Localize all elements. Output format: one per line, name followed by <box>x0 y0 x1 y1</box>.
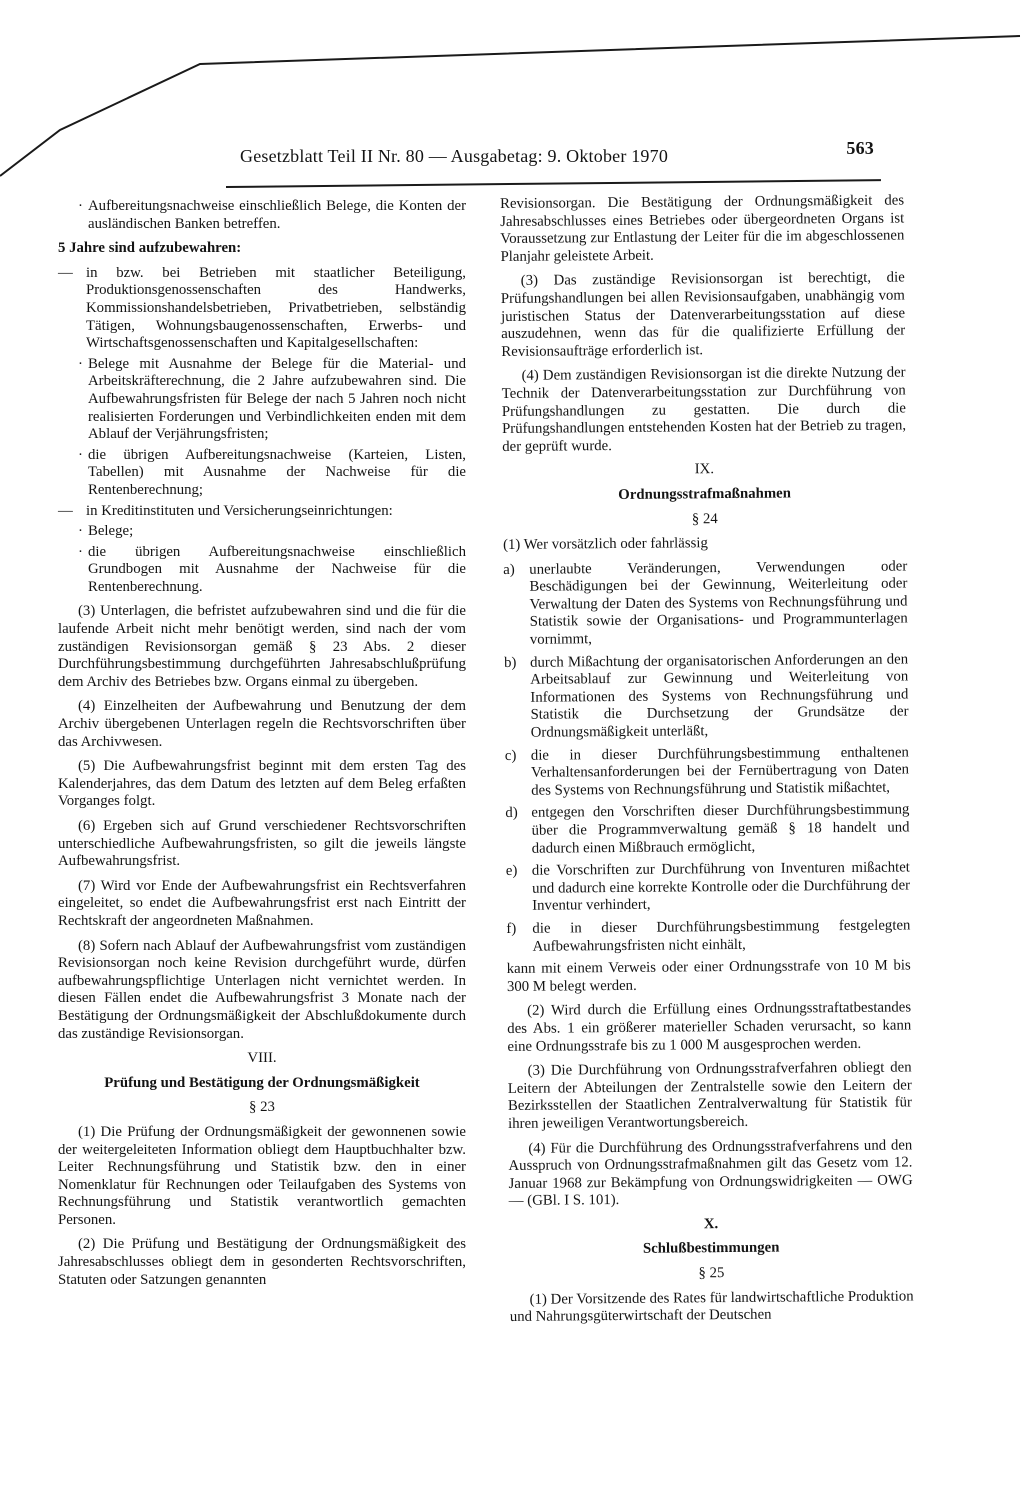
list-item <box>505 802 909 858</box>
bullet-item: · Belege; <box>78 523 134 540</box>
page-header <box>240 138 880 174</box>
list-item <box>506 917 910 956</box>
section-numeral: X. <box>703 1216 719 1233</box>
section-title: Prüfung und Bestätigung der Ordnungsmäßigkeit <box>104 1074 420 1091</box>
left-column <box>58 198 466 1296</box>
paragraph: (1) Die Prüfung der Ordnungsmäßigkeit der gewonnenen sowie der weitergeleiteten Information obliegt dem Hauptbuchhalter bzw. Leiter Rechnungsführung und Statistik bzw. den in einer Nomenklatur für Rechnungen oder Teilaufgaben des Systems von Rechnungsführung und Statistik verantwortlich gemachten Personen. <box>58 1123 466 1228</box>
dash-mark: — <box>58 502 73 519</box>
paragraph: (8) Sofern nach Ablauf der Aufbewahrungsfrist vom zuständigen Revisionsorgan noch keine Revision durchgeführt wurde, dürfen aufbewahrungspflichtige Unterlagen nicht vernichtet werden. In diesen Fällen endet die Aufbewahrungsfrist 3 Monate nach der Bestätigung der Ordnungsmäßigkeit der Abschlußdokumente durch das zuständige Revisionsorgan. <box>58 937 466 1042</box>
list-item <box>503 558 908 649</box>
list-item-text: die in dieser Durchführungsbestimmung enthaltenen Verhaltensanforderungen bei der Fernübertragung von Daten des Systems von Rechnungsführung und Statistik mißachtet, <box>530 744 910 799</box>
paragraph: (7) Wird vor Ende der Aufbewahrungsfrist ein Rechtsverfahren eingeleitet, so endet die Aufbewahrungsfrist erst nach Eintritt der Rechtskraft der angeordneten Maßnahmen. <box>58 877 466 929</box>
bullet-dot: · <box>78 543 83 560</box>
bullet-item: · die übrigen Aufbereitungsnachweise einschließlich Grundbogen mit Ausnahme der Nachweise für die Rentenberechnung. <box>78 543 466 595</box>
section-numeral: VIII. <box>247 1050 277 1067</box>
paragraph: (5) Die Aufbewahrungsfrist beginnt mit dem ersten Tag des Kalenderjahres, das dem Datum des letzten auf dem Beleg erfaßten Vorganges folgt. <box>58 758 466 810</box>
paragraph: Revisionsorgan. Die Bestätigung der Ordnungsmäßigkeit des Jahresabschlusses eines Betriebes oder übergeordneten Organs ist Voraussetzung zur Entlastung der Leiter für die im abgeschlossenen Planjahr geleistete Arbeit. <box>500 192 905 265</box>
list-item-label: d) <box>505 805 518 822</box>
dash-item: — in bzw. bei Betrieben mit staatlicher Beteiligung, Produktionsgenossenschaften des Handwerks, Kommissionshandelsbetrieben, Privatbetrieben, selbständig Tätigen, Wohnungsbaugenossenschaften, Erwerbs- und Wirtschaftsgenossenschaften und Kapitalgesellschaften: <box>58 264 466 352</box>
dash-item: — in Kreditinstituten und Versicherungseinrichtungen: <box>58 502 393 519</box>
section-title: Schlußbestimmungen <box>642 1240 780 1258</box>
bullet-dot: · <box>78 523 83 540</box>
list-item-label: e) <box>505 863 518 880</box>
bullet-dot: · <box>78 198 83 214</box>
list-item-label: c) <box>504 747 517 764</box>
list-item-text: die Vorschriften zur Durchführung von Inventuren mißachtet und dadurch eine korrekte Kontrolle oder die Durchführung der Inventur verhindert, <box>531 859 911 915</box>
list-item-label: f) <box>506 920 517 937</box>
dash-mark: — <box>58 264 73 281</box>
bullet-item: · Belege mit Ausnahme der Belege für die Material- und Arbeitskräfterechnung, die 2 Jahre aufzubewahren sind. Die Aufbewahrungsfristen für Belege der nach 5 Jahren noch nicht realisierten Forderungen und Verbindlichkeiten enden mit dem Ablauf der Verjährungsfristen; <box>78 355 466 443</box>
paragraph: (3) Die Durchführung von Ordnungsstrafverfahren obliegt den Leitern der Abteilungen der Zentralstelle sowie den Leitern der Bezirksstellen der Staatlichen Zentralverwaltung für Statistik für ihren jeweiligen Verantwortungsbereich. <box>507 1059 912 1132</box>
list-item-text: unerlaubte Veränderungen, Verwendungen oder Beschädigungen bei der Gewinnung, Weiterleitung oder Verwaltung der Daten des Systems von Rechnungsführung und Statistik sowie der Organisations- und Programmunterlagen vornimmt, <box>529 558 908 648</box>
paragraph: (1) Der Vorsitzende des Rates für landwirtschaftliche Produktion und Nahrungsgüterwirtschaft der Deutschen <box>509 1288 914 1326</box>
section-title: Ordnungsstrafmaßnahmen <box>618 485 792 503</box>
paragraph: (2) Wird durch die Erfüllung eines Ordnungsstraftatbestandes des Abs. 1 ein größerer materieller Schaden verursacht, so kann eine Ordnungsstrafe bis zu 1 000 M ausgesprochen werden. <box>507 999 912 1055</box>
paragraph: (3) Das zuständige Revisionsorgan ist berechtigt, die Prüfungshandlungen bei allen Revisionsaufgaben, unabhängig vom juristischen Status der Datenverarbeitungsstation auf diese auszudehnen, wenn das für die qualifizierte Erfüllung der Revisionsaufträge erforderlich ist. <box>500 269 906 360</box>
list-item <box>505 744 909 800</box>
section-paragraph-sign: § 23 <box>249 1099 275 1116</box>
section-paragraph-sign: § 25 <box>698 1265 725 1282</box>
page-number: 563 <box>846 138 874 158</box>
bullet-item: · die übrigen Aufbereitungsnachweise (Karteien, Listen, Tabellen) mit Ausnahme der Nachweise für die Rentenberechnung; <box>78 446 466 498</box>
bullet-dot: · <box>78 446 83 463</box>
bullet-dot: · <box>78 355 83 372</box>
list-item-text: die in dieser Durchführungsbestimmung festgelegten Aufbewahrungsfristen nicht einhält, <box>532 917 911 955</box>
paragraph: (4) Einzelheiten der Aufbewahrung und Benutzung der dem Archiv übergebenen Unterlagen regeln die Rechtsvorschriften über das Archivwesen. <box>58 698 466 750</box>
list-item <box>504 651 909 742</box>
list-item-text: entgegen den Vorschriften dieser Durchführungsbestimmung über die Programmverwaltung gemäß § 18 handelt und dadurch einen Mißbrauch ermöglicht, <box>531 801 910 857</box>
paragraph: (2) Die Prüfung und Bestätigung der Ordnungsmäßigkeit des Jahresabschlusses obliegt dem in gesonderten Rechtsvorschriften, Statuten oder Satzungen genannten <box>58 1236 466 1288</box>
paragraph: kann mit einem Verweis oder einer Ordnungsstrafe von 10 M bis 300 M belegt werden. <box>506 957 911 995</box>
section-paragraph-sign: § 24 <box>691 510 718 527</box>
bullet-item: · Aufbereitungsnachweise einschließlich Belege, die Konten der ausländischen Banken betreffen. <box>78 198 466 232</box>
paragraph: (1) Wer vorsätzlich oder fahrlässig <box>502 535 708 554</box>
list-item-label: a) <box>503 561 515 578</box>
list-item-label: b) <box>504 654 517 671</box>
section-numeral: IX. <box>694 461 715 478</box>
list-item <box>506 860 910 916</box>
paragraph: (3) Unterlagen, die befristet aufzubewahren sind und die für die laufende Arbeit nicht mehr benötigt werden, sind nach der vom zuständigen Revisionsorgan gemäß § 23 Abs. 2 dieser Durchführungsbestimmung durchgeführten Jahresabschlußprüfung dem Archiv des Betriebes bzw. Organs einmal zu übergeben. <box>58 603 466 690</box>
paragraph: (4) Für die Durchführung des Ordnungsstrafverfahrens und den Ausspruch von Ordnungsstrafmaßnahmen gilt das Gesetz vom 12. Januar 1968 zur Bekämpfung von Ordnungswidrigkeiten — OWG — (GBl. I S. 101). <box>508 1136 913 1210</box>
right-column <box>500 192 914 1333</box>
paragraph: (4) Dem zuständigen Revisionsorgan ist die direkte Nutzung der Technik der Datenverarbeitungsstation zur Durchführung von Prüfungshandlungen zu gestatten. Die durch die Prüfungshandlungen entstehenden Kosten hat der Betrieb zu tragen, der geprüft wurde. <box>501 364 907 455</box>
list-item-text: durch Mißachtung der organisatorischen Anforderungen an den Arbeitsablauf zur Gewinnung und Weiterleitung von Informationen des Systems von Rechnungsführung und Statistik die Durchsetzung der Grundsätze der Ordnungsmäßigkeit unterläßt, <box>530 651 909 741</box>
paragraph: (6) Ergeben sich auf Grund verschiedener Rechtsvorschriften unterschiedliche Aufbewahrungsfristen, so gilt die jeweils längste Aufbewahrungsfrist. <box>58 818 466 870</box>
header-title: Gesetzblatt Teil II Nr. 80 — Ausgabetag: 9. Oktober 1970 <box>240 146 669 166</box>
five-years-heading: 5 Jahre sind aufzubewahren: <box>58 240 242 257</box>
